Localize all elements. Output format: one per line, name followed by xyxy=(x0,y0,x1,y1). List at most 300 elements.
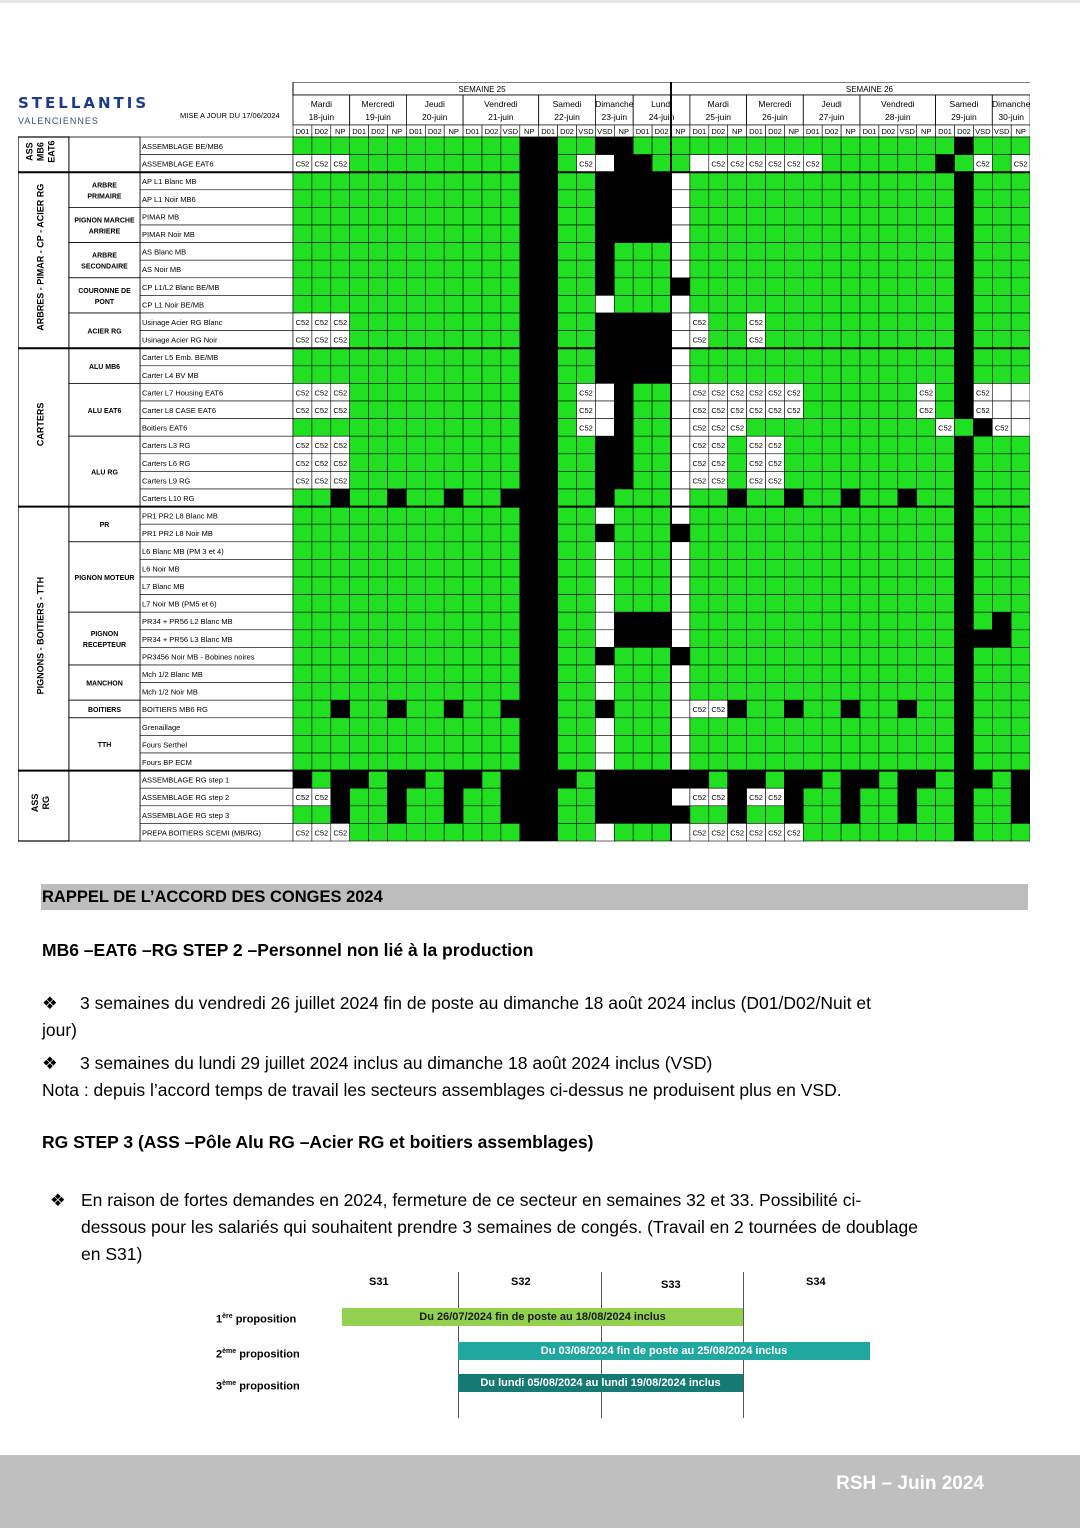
shift-label: VSD xyxy=(597,127,613,136)
schedule-cell xyxy=(633,313,652,331)
schedule-cell xyxy=(501,788,520,806)
schedule-cell xyxy=(463,630,482,648)
schedule-cell xyxy=(841,595,860,613)
subgroup-label: SECONDAIRE xyxy=(81,263,128,271)
schedule-cell xyxy=(955,542,974,560)
schedule-cell xyxy=(331,718,350,736)
schedule-cell xyxy=(747,137,766,155)
schedule-cell xyxy=(501,331,520,349)
schedule-cell xyxy=(577,542,596,560)
schedule-cell xyxy=(879,295,898,313)
schedule-cell xyxy=(879,436,898,454)
schedule-cell xyxy=(614,735,633,753)
schedule-cell xyxy=(501,295,520,313)
shift-label: NP xyxy=(845,127,856,136)
schedule-cell xyxy=(803,771,822,789)
schedule-cell xyxy=(973,753,992,771)
schedule-cell xyxy=(595,260,614,278)
schedule-cell xyxy=(709,190,728,208)
schedule-cell xyxy=(520,806,539,824)
c52-cell-label: C52 xyxy=(730,423,745,433)
schedule-cell xyxy=(312,577,331,595)
schedule-cell xyxy=(803,401,822,419)
schedule-cell xyxy=(369,524,388,542)
schedule-cell xyxy=(312,419,331,437)
schedule-cell xyxy=(766,595,785,613)
schedule-cell xyxy=(558,612,577,630)
schedule-cell xyxy=(671,383,690,401)
c52-cell-label: C52 xyxy=(579,388,593,398)
schedule-cell xyxy=(558,419,577,437)
schedule-cell xyxy=(369,595,388,613)
schedule-cell xyxy=(917,454,936,472)
schedule-cell xyxy=(992,331,1011,349)
shift-label: D01 xyxy=(465,127,480,136)
schedule-cell xyxy=(936,700,955,718)
shift-label: D02 xyxy=(560,127,574,136)
schedule-cell xyxy=(973,577,992,595)
schedule-cell xyxy=(860,718,879,736)
schedule-cell xyxy=(406,753,425,771)
schedule-cell xyxy=(1011,753,1030,771)
schedule-cell xyxy=(766,700,785,718)
schedule-cell xyxy=(520,735,539,753)
row-label: Fours BP ECM xyxy=(142,758,192,767)
schedule-cell xyxy=(331,225,350,243)
schedule-cell xyxy=(331,753,350,771)
schedule-cell xyxy=(766,647,785,665)
c52-cell-label: C52 xyxy=(768,388,782,398)
schedule-cell xyxy=(425,172,444,190)
schedule-cell xyxy=(879,524,898,542)
schedule-cell xyxy=(803,647,822,665)
c52-cell-label: C52 xyxy=(711,828,726,838)
schedule-cell xyxy=(803,348,822,366)
schedule-cell xyxy=(917,278,936,296)
schedule-cell xyxy=(784,471,803,489)
shift-label: NP xyxy=(675,127,686,136)
schedule-cell xyxy=(520,630,539,648)
schedule-cell xyxy=(992,366,1011,384)
schedule-cell xyxy=(388,823,407,841)
schedule-cell xyxy=(520,524,539,542)
schedule-cell xyxy=(860,155,879,173)
schedule-cell xyxy=(1011,559,1030,577)
schedule-cell xyxy=(388,366,407,384)
schedule-cell xyxy=(406,665,425,683)
schedule-cell xyxy=(728,665,747,683)
schedule-cell xyxy=(955,295,974,313)
schedule-cell xyxy=(614,542,633,560)
schedule-cell xyxy=(652,366,671,384)
week-label: SEMAINE 26 xyxy=(845,85,894,94)
schedule-cell xyxy=(766,172,785,190)
schedule-cell xyxy=(558,630,577,648)
schedule-cell xyxy=(1011,366,1030,384)
c52-cell-label: C52 xyxy=(692,406,707,415)
schedule-cell xyxy=(520,788,539,806)
schedule-cell xyxy=(917,823,936,841)
schedule-cell xyxy=(652,559,671,577)
schedule-cell xyxy=(973,806,992,824)
schedule-cell xyxy=(652,155,671,173)
schedule-cell xyxy=(463,718,482,736)
c52-cell-label: C52 xyxy=(768,406,782,415)
c52-cell-label: C52 xyxy=(333,441,348,451)
schedule-cell xyxy=(520,295,539,313)
schedule-cell xyxy=(406,577,425,595)
schedule-cell xyxy=(425,630,444,648)
schedule-cell xyxy=(766,630,785,648)
schedule-cell xyxy=(784,577,803,595)
schedule-cell xyxy=(444,577,463,595)
schedule-cell xyxy=(388,647,407,665)
schedule-cell xyxy=(577,524,596,542)
row-label: ASSEMBLAGE RG step 3 xyxy=(142,810,230,820)
schedule-cell xyxy=(558,295,577,313)
schedule-cell xyxy=(425,507,444,525)
schedule-cell xyxy=(558,207,577,225)
schedule-cell xyxy=(841,630,860,648)
schedule-cell xyxy=(671,559,690,577)
schedule-cell xyxy=(482,137,501,155)
c52-cell-label: C52 xyxy=(295,335,310,345)
schedule-cell xyxy=(766,665,785,683)
schedule-cell xyxy=(463,348,482,366)
schedule-cell xyxy=(879,383,898,401)
schedule-cell xyxy=(1011,665,1030,683)
schedule-cell xyxy=(671,577,690,595)
schedule-cell xyxy=(633,383,652,401)
schedule-cell xyxy=(463,647,482,665)
schedule-cell xyxy=(936,471,955,489)
schedule-cell xyxy=(1011,207,1030,225)
schedule-cell xyxy=(822,735,841,753)
schedule-cell xyxy=(577,313,596,331)
schedule-cell xyxy=(766,542,785,560)
schedule-cell xyxy=(350,683,369,701)
schedule-cell xyxy=(388,718,407,736)
schedule-cell xyxy=(577,225,596,243)
schedule-cell xyxy=(482,295,501,313)
schedule-cell xyxy=(463,155,482,173)
schedule-cell xyxy=(331,542,350,560)
schedule-cell xyxy=(482,823,501,841)
schedule-cell xyxy=(992,489,1011,507)
schedule-cell xyxy=(747,700,766,718)
schedule-cell xyxy=(973,559,992,577)
c52-cell-label: C52 xyxy=(314,793,329,803)
schedule-cell xyxy=(520,454,539,472)
schedule-cell xyxy=(595,471,614,489)
schedule-cell xyxy=(803,700,822,718)
schedule-cell xyxy=(879,735,898,753)
schedule-cell xyxy=(898,348,917,366)
schedule-cell xyxy=(595,419,614,437)
schedule-cell xyxy=(388,225,407,243)
c52-cell-label: C52 xyxy=(314,441,329,451)
schedule-cell xyxy=(350,559,369,577)
schedule-cell xyxy=(860,700,879,718)
schedule-cell xyxy=(973,665,992,683)
schedule-cell xyxy=(728,630,747,648)
subgroup-cell xyxy=(69,137,140,172)
schedule-cell xyxy=(312,806,331,824)
c52-cell-label: C52 xyxy=(749,406,763,415)
schedule-cell xyxy=(879,806,898,824)
schedule-cell xyxy=(652,331,671,349)
schedule-cell xyxy=(973,366,992,384)
schedule-cell xyxy=(652,700,671,718)
schedule-cell xyxy=(520,577,539,595)
schedule-cell xyxy=(784,489,803,507)
schedule-cell xyxy=(482,735,501,753)
schedule-cell xyxy=(747,260,766,278)
schedule-cell xyxy=(936,155,955,173)
schedule-cell xyxy=(822,295,841,313)
schedule-cell xyxy=(1011,595,1030,613)
schedule-cell xyxy=(595,331,614,349)
schedule-cell xyxy=(728,735,747,753)
schedule-cell xyxy=(973,524,992,542)
schedule-cell xyxy=(614,454,633,472)
schedule-cell xyxy=(501,401,520,419)
schedule-cell xyxy=(388,348,407,366)
schedule-cell xyxy=(388,137,407,155)
row-label: Carter L5 Emb. BE/MB xyxy=(142,353,219,363)
schedule-cell xyxy=(973,137,992,155)
schedule-cell xyxy=(784,647,803,665)
schedule-cell xyxy=(501,243,520,261)
schedule-cell xyxy=(595,489,614,507)
shift-label: D02 xyxy=(654,127,669,136)
schedule-cell xyxy=(558,577,577,595)
schedule-cell xyxy=(539,630,558,648)
schedule-cell xyxy=(992,507,1011,525)
schedule-cell xyxy=(425,647,444,665)
schedule-cell xyxy=(822,260,841,278)
schedule-cell xyxy=(728,771,747,789)
subgroup-label: ARBRE xyxy=(92,182,117,190)
row-label: Fours Serthel xyxy=(142,740,188,750)
schedule-cell xyxy=(841,401,860,419)
c52-cell-label: C52 xyxy=(295,406,310,415)
schedule-cell xyxy=(690,559,709,577)
schedule-cell xyxy=(293,190,312,208)
schedule-cell xyxy=(728,295,747,313)
schedule-cell xyxy=(388,260,407,278)
schedule-cell xyxy=(312,489,331,507)
group-label: ARBRES - PIMAR - CP - ACIER RG xyxy=(35,183,46,331)
schedule-cell xyxy=(747,190,766,208)
schedule-cell xyxy=(652,753,671,771)
schedule-cell xyxy=(463,788,482,806)
schedule-cell xyxy=(860,436,879,454)
schedule-cell xyxy=(973,542,992,560)
schedule-cell xyxy=(709,331,728,349)
schedule-cell xyxy=(728,313,747,331)
group-label: EAT6 xyxy=(46,140,57,163)
c52-cell-label: C52 xyxy=(711,458,726,468)
shift-label: D01 xyxy=(862,127,877,136)
schedule-cell xyxy=(747,612,766,630)
schedule-cell xyxy=(803,419,822,437)
schedule-cell xyxy=(633,630,652,648)
schedule-cell xyxy=(728,243,747,261)
schedule-cell xyxy=(501,155,520,173)
schedule-cell xyxy=(501,436,520,454)
schedule-cell xyxy=(425,225,444,243)
schedule-cell xyxy=(558,313,577,331)
schedule-cell xyxy=(331,524,350,542)
schedule-cell xyxy=(350,823,369,841)
schedule-cell xyxy=(860,683,879,701)
schedule-cell xyxy=(803,683,822,701)
schedule-cell xyxy=(1011,225,1030,243)
schedule-cell xyxy=(388,383,407,401)
schedule-cell xyxy=(803,735,822,753)
schedule-cell xyxy=(728,700,747,718)
schedule-cell xyxy=(425,559,444,577)
schedule-cell xyxy=(822,665,841,683)
schedule-cell xyxy=(293,542,312,560)
subgroup-label: PRIMAIRE xyxy=(87,193,122,201)
schedule-cell xyxy=(633,788,652,806)
schedule-cell xyxy=(652,436,671,454)
schedule-cell xyxy=(784,172,803,190)
shift-label: NP xyxy=(335,127,346,136)
schedule-cell xyxy=(614,172,633,190)
schedule-cell xyxy=(558,243,577,261)
schedule-cell xyxy=(425,190,444,208)
schedule-cell xyxy=(406,260,425,278)
schedule-cell xyxy=(917,507,936,525)
schedule-cell xyxy=(955,559,974,577)
schedule-cell xyxy=(992,542,1011,560)
c52-cell-label: C52 xyxy=(730,828,745,838)
schedule-cell xyxy=(539,471,558,489)
subgroup-label: PIGNON xyxy=(90,631,119,639)
schedule-cell xyxy=(633,278,652,296)
schedule-cell xyxy=(444,207,463,225)
schedule-cell xyxy=(406,137,425,155)
schedule-cell xyxy=(406,735,425,753)
c52-cell-label: C52 xyxy=(295,828,310,838)
schedule-cell xyxy=(331,172,350,190)
schedule-cell xyxy=(784,542,803,560)
schedule-cell xyxy=(614,665,633,683)
schedule-cell xyxy=(917,313,936,331)
schedule-cell xyxy=(501,313,520,331)
schedule-cell xyxy=(690,507,709,525)
schedule-cell xyxy=(747,683,766,701)
schedule-cell xyxy=(936,577,955,595)
schedule-cell xyxy=(350,595,369,613)
subgroup-label: ALU MB6 xyxy=(88,363,121,371)
schedule-cell xyxy=(879,665,898,683)
schedule-cell xyxy=(312,683,331,701)
schedule-cell xyxy=(577,806,596,824)
schedule-cell xyxy=(860,788,879,806)
schedule-cell xyxy=(841,489,860,507)
schedule-cell xyxy=(671,190,690,208)
schedule-cell xyxy=(595,366,614,384)
schedule-cell xyxy=(558,542,577,560)
schedule-cell xyxy=(936,735,955,753)
schedule-cell xyxy=(501,647,520,665)
schedule-cell xyxy=(690,612,709,630)
schedule-cell xyxy=(709,806,728,824)
schedule-cell xyxy=(917,559,936,577)
c52-cell-label: C52 xyxy=(314,335,329,345)
schedule-cell xyxy=(671,137,690,155)
schedule-cell xyxy=(406,524,425,542)
schedule-cell xyxy=(841,225,860,243)
schedule-cell xyxy=(728,225,747,243)
schedule-cell xyxy=(822,612,841,630)
row-label: PR34 + PR56 L3 Blanc MB xyxy=(142,634,233,644)
schedule-cell xyxy=(879,137,898,155)
schedule-cell xyxy=(917,366,936,384)
shift-label: NP xyxy=(448,127,459,136)
schedule-cell xyxy=(539,735,558,753)
c52-cell-label: C52 xyxy=(975,388,990,398)
schedule-cell xyxy=(520,823,539,841)
schedule-cell xyxy=(803,524,822,542)
schedule-cell xyxy=(425,366,444,384)
schedule-cell xyxy=(520,155,539,173)
brand-site: VALENCIENNES xyxy=(18,116,99,126)
schedule-cell xyxy=(463,612,482,630)
schedule-cell xyxy=(860,542,879,560)
shift-label: D01 xyxy=(352,127,367,136)
schedule-cell xyxy=(1011,700,1030,718)
schedule-cell xyxy=(917,665,936,683)
schedule-cell xyxy=(444,595,463,613)
row-label: ASSEMBLAGE RG step 1 xyxy=(142,775,230,785)
schedule-cell xyxy=(425,207,444,225)
schedule-cell xyxy=(539,436,558,454)
schedule-cell xyxy=(709,524,728,542)
c52-cell-label: C52 xyxy=(333,476,348,486)
schedule-cell xyxy=(879,348,898,366)
schedule-cell xyxy=(350,172,369,190)
c52-cell-label: C52 xyxy=(768,441,782,451)
schedule-cell xyxy=(463,243,482,261)
shift-label: D01 xyxy=(938,127,952,136)
schedule-cell xyxy=(293,577,312,595)
schedule-cell xyxy=(614,771,633,789)
c52-cell-label: C52 xyxy=(1013,159,1028,169)
schedule-cell xyxy=(803,383,822,401)
section2-line-1: En raison de fortes demandes en 2024, fermeture de ce secteur en semaines 32 et 33. Possibilité ci- xyxy=(81,1190,862,1210)
schedule-cell xyxy=(463,260,482,278)
schedule-cell xyxy=(936,454,955,472)
schedule-cell xyxy=(312,647,331,665)
shift-label: NP xyxy=(788,127,800,136)
schedule-cell xyxy=(841,348,860,366)
schedule-cell xyxy=(350,771,369,789)
schedule-cell xyxy=(955,190,974,208)
schedule-cell xyxy=(709,542,728,560)
schedule-cell xyxy=(784,735,803,753)
schedule-cell xyxy=(633,436,652,454)
schedule-cell xyxy=(652,172,671,190)
row-label: Carters L6 RG xyxy=(142,458,191,468)
schedule-cell xyxy=(369,489,388,507)
shift-label: D02 xyxy=(711,127,726,136)
schedule-cell xyxy=(992,260,1011,278)
